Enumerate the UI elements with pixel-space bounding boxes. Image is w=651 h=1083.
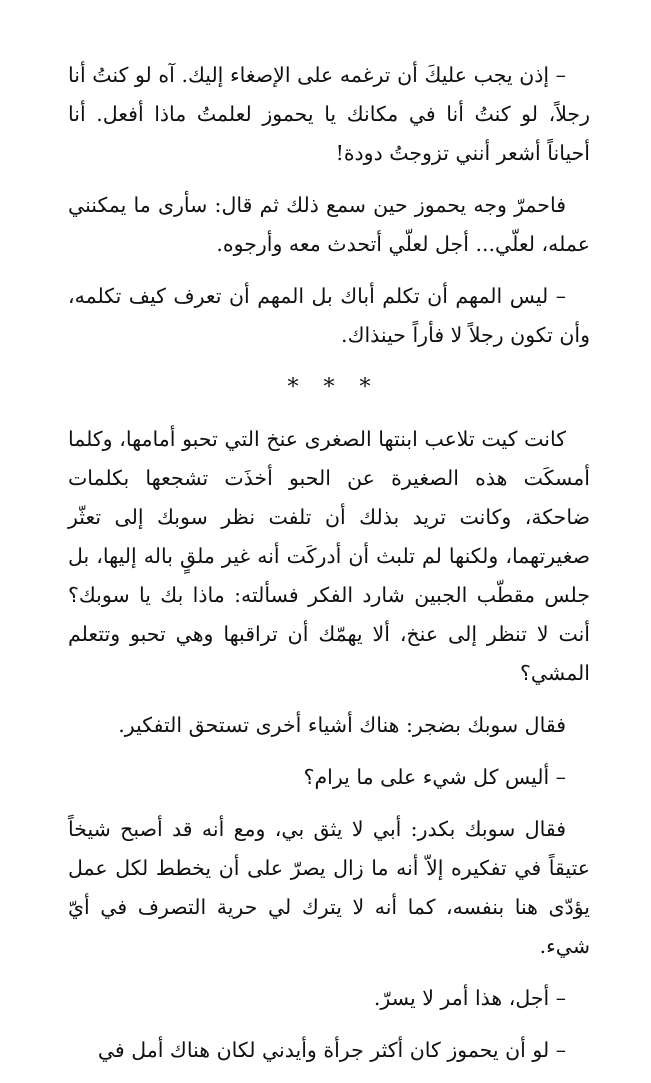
- section-separator: * * *: [287, 375, 371, 400]
- narrative-paragraph: فقال سوبك بضجر: هناك أشياء أخرى تستحق التفكير.: [118, 713, 566, 737]
- dialogue-paragraph: – ليس المهم أن تكلم أباك بل المهم أن تعرف كيف تكلمه، وأن تكون رجلاً لا فأراً حينذاك.: [68, 284, 590, 347]
- narrative-paragraph: كانت كيت تلاعب ابنتها الصغرى عنخ التي تحبو أمامها، وكلما أمسكَت هذه الصغيرة عن الحبو أخذَت تشجعها بكلمات ضاحكة، وكانت تريد بذلك أن تلفت نظر سوبك إلى تعثّر صغيرتهما، ولكنها لم تلبث أن أدركَت أنه غير ملقٍ باله إليها، بل جلس مقطّب الجبين شارد الفكر فسألته: ماذا بك يا سوبك؟ أنت لا تنظر إلى عنخ، ألا يهمّك أن تراقبها وهي تحبو وتتعلم المشي؟: [68, 427, 590, 685]
- dialogue-paragraph: – أجل، هذا أمر لا يسرّ.: [373, 986, 566, 1010]
- dialogue-paragraph: – أليس كل شيء على ما يرام؟: [303, 765, 566, 789]
- dialogue-paragraph: – إذن يجب عليكَ أن ترغمه على الإصغاء إليك. آه لو كنتُ أنا رجلاً، لو كنتُ أنا في مكانك يا يحموز لعلمتُ ماذا أفعل. أنا أحياناً أشعر أنني تزوجتُ دودة!: [68, 63, 590, 165]
- book-page: [68, 56, 590, 1083]
- narrative-paragraph: فقال سوبك بكدر: أبي لا يثق بي، ومع أنه قد أصبح شيخاً عتيقاً في تفكيره إلاّ أنه ما زال يصرّ على أن يخطط لكل عمل يؤدّى هنا بنفسه، كما أنه لا يترك لي حرية التصرف في أيّ شيء.: [68, 817, 590, 958]
- narrative-paragraph: فاحمرّ وجه يحموز حين سمع ذلك ثم قال: سأرى ما يمكنني عمله، لعلّي... أجل لعلّي أتحدث معه وأرجوه.: [68, 193, 590, 256]
- dialogue-paragraph: – لو أن يحموز كان أكثر جرأة وأيدني لكان هناك أمل في: [97, 1038, 566, 1062]
